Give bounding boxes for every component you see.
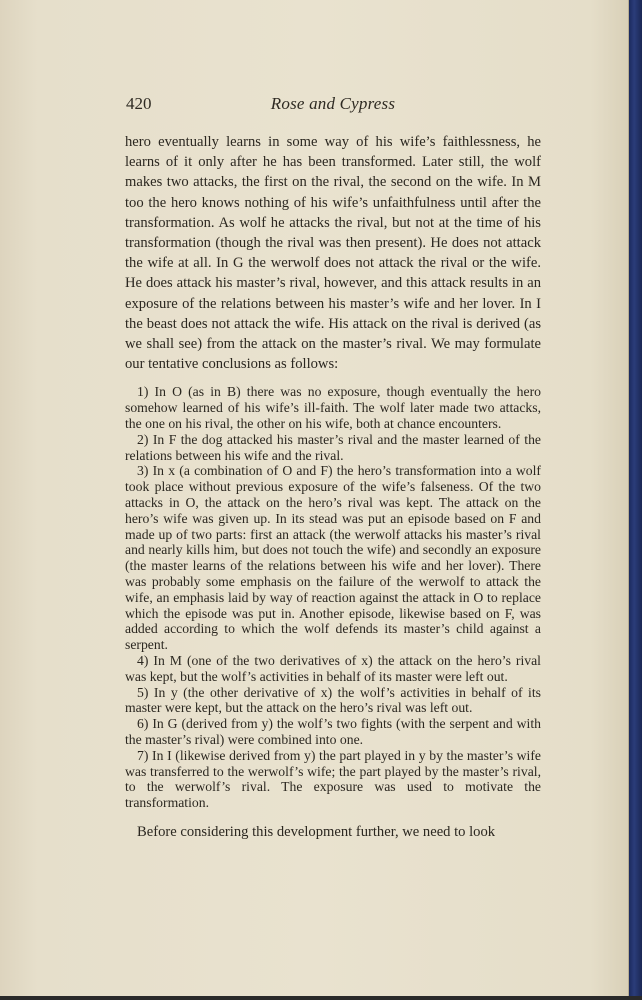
closing-paragraph: Before considering this development further, we need to look [137, 823, 496, 840]
conclusion-item-1: 1) In O (as in B) there was no exposure, though eventually the hero somehow learned of his wife’s ill-faith. The wolf later made two attacks, the one on his rival, the other on his wife, both at chance encounters. [125, 384, 541, 432]
scan-bottom-edge [0, 996, 642, 1000]
conclusion-item-3: 3) In x (a combination of O and F) the hero’s transformation into a wolf took place without previous exposure of the wife’s falseness. Of the two attacks in O, the attack on the hero’s rival was kept. The attack on the hero’s wife was given up. In its stead was put an episode based on F and made up of two parts: first an attack (the werwolf attacks his master’s rival and nearly kills him, but does not touch the wife) and secondly an exposure (the master learns of the relations between his wife and her lover). There was probably some emphasis on the failure of the werwolf to attack the wife, an emphasis laid by way of reaction against the attack in O to replace which the episode was put in. Another episode, likewise based on F, was added according to which the wolf defends its master’s child against a serpent. [125, 463, 541, 653]
page-header [126, 94, 540, 118]
body-paragraph: hero eventually learns in some way of his wife’s faithlessness, he learns of it only after he has been transformed. Later still, the wolf makes two attacks, the first on the rival, the second on the wife. In M too the hero knows nothing of his wife’s unfaithfulness until after the transformation. As wolf he attacks the rival, but not at the time of his transformation (though the rival was then present). He does not attack the wife at all. In G the werwolf does not attack the rival or the wife. He does attack his master’s rival, however, and this attack results in an exposure of the relations between his master’s wife and her lover. In I the beast does not attack the wife. His attack on the rival is derived (as we shall see) from the attack on the master’s rival. We may formulate our tentative conclusions as follows: [125, 134, 541, 373]
conclusion-item-5: 5) In y (the other derivative of x) the wolf’s activities in behalf of its master were kept, but the attack on the hero’s rival was left out. [125, 684, 541, 716]
running-head: Rose and Cypress [270, 94, 396, 113]
conclusion-item-4: 4) In M (one of the two derivatives of x) the attack on the hero’s rival was kept, but the wolf’s activities in behalf of its master were left out. [125, 652, 541, 684]
conclusion-item-2: 2) In F the dog attacked his master’s rival and the master learned of the relations between his wife and the rival. [125, 431, 541, 463]
conclusion-item-6: 6) In G (derived from y) the wolf’s two fights (with the serpent and with the master’s rival) were combined into one. [125, 716, 541, 747]
page-number: 420 [126, 94, 152, 113]
conclusion-item-7: 7) In I (likewise derived from y) the part played in y by the master’s wife was transferred to the werwolf’s wife; the part played by the master’s rival, to the werwolf’s rival. The exposure was used to motivate the transformation. [125, 747, 541, 811]
page-content [125, 132, 541, 842]
book-cover-edge [629, 0, 642, 1000]
conclusions-list [125, 384, 541, 811]
